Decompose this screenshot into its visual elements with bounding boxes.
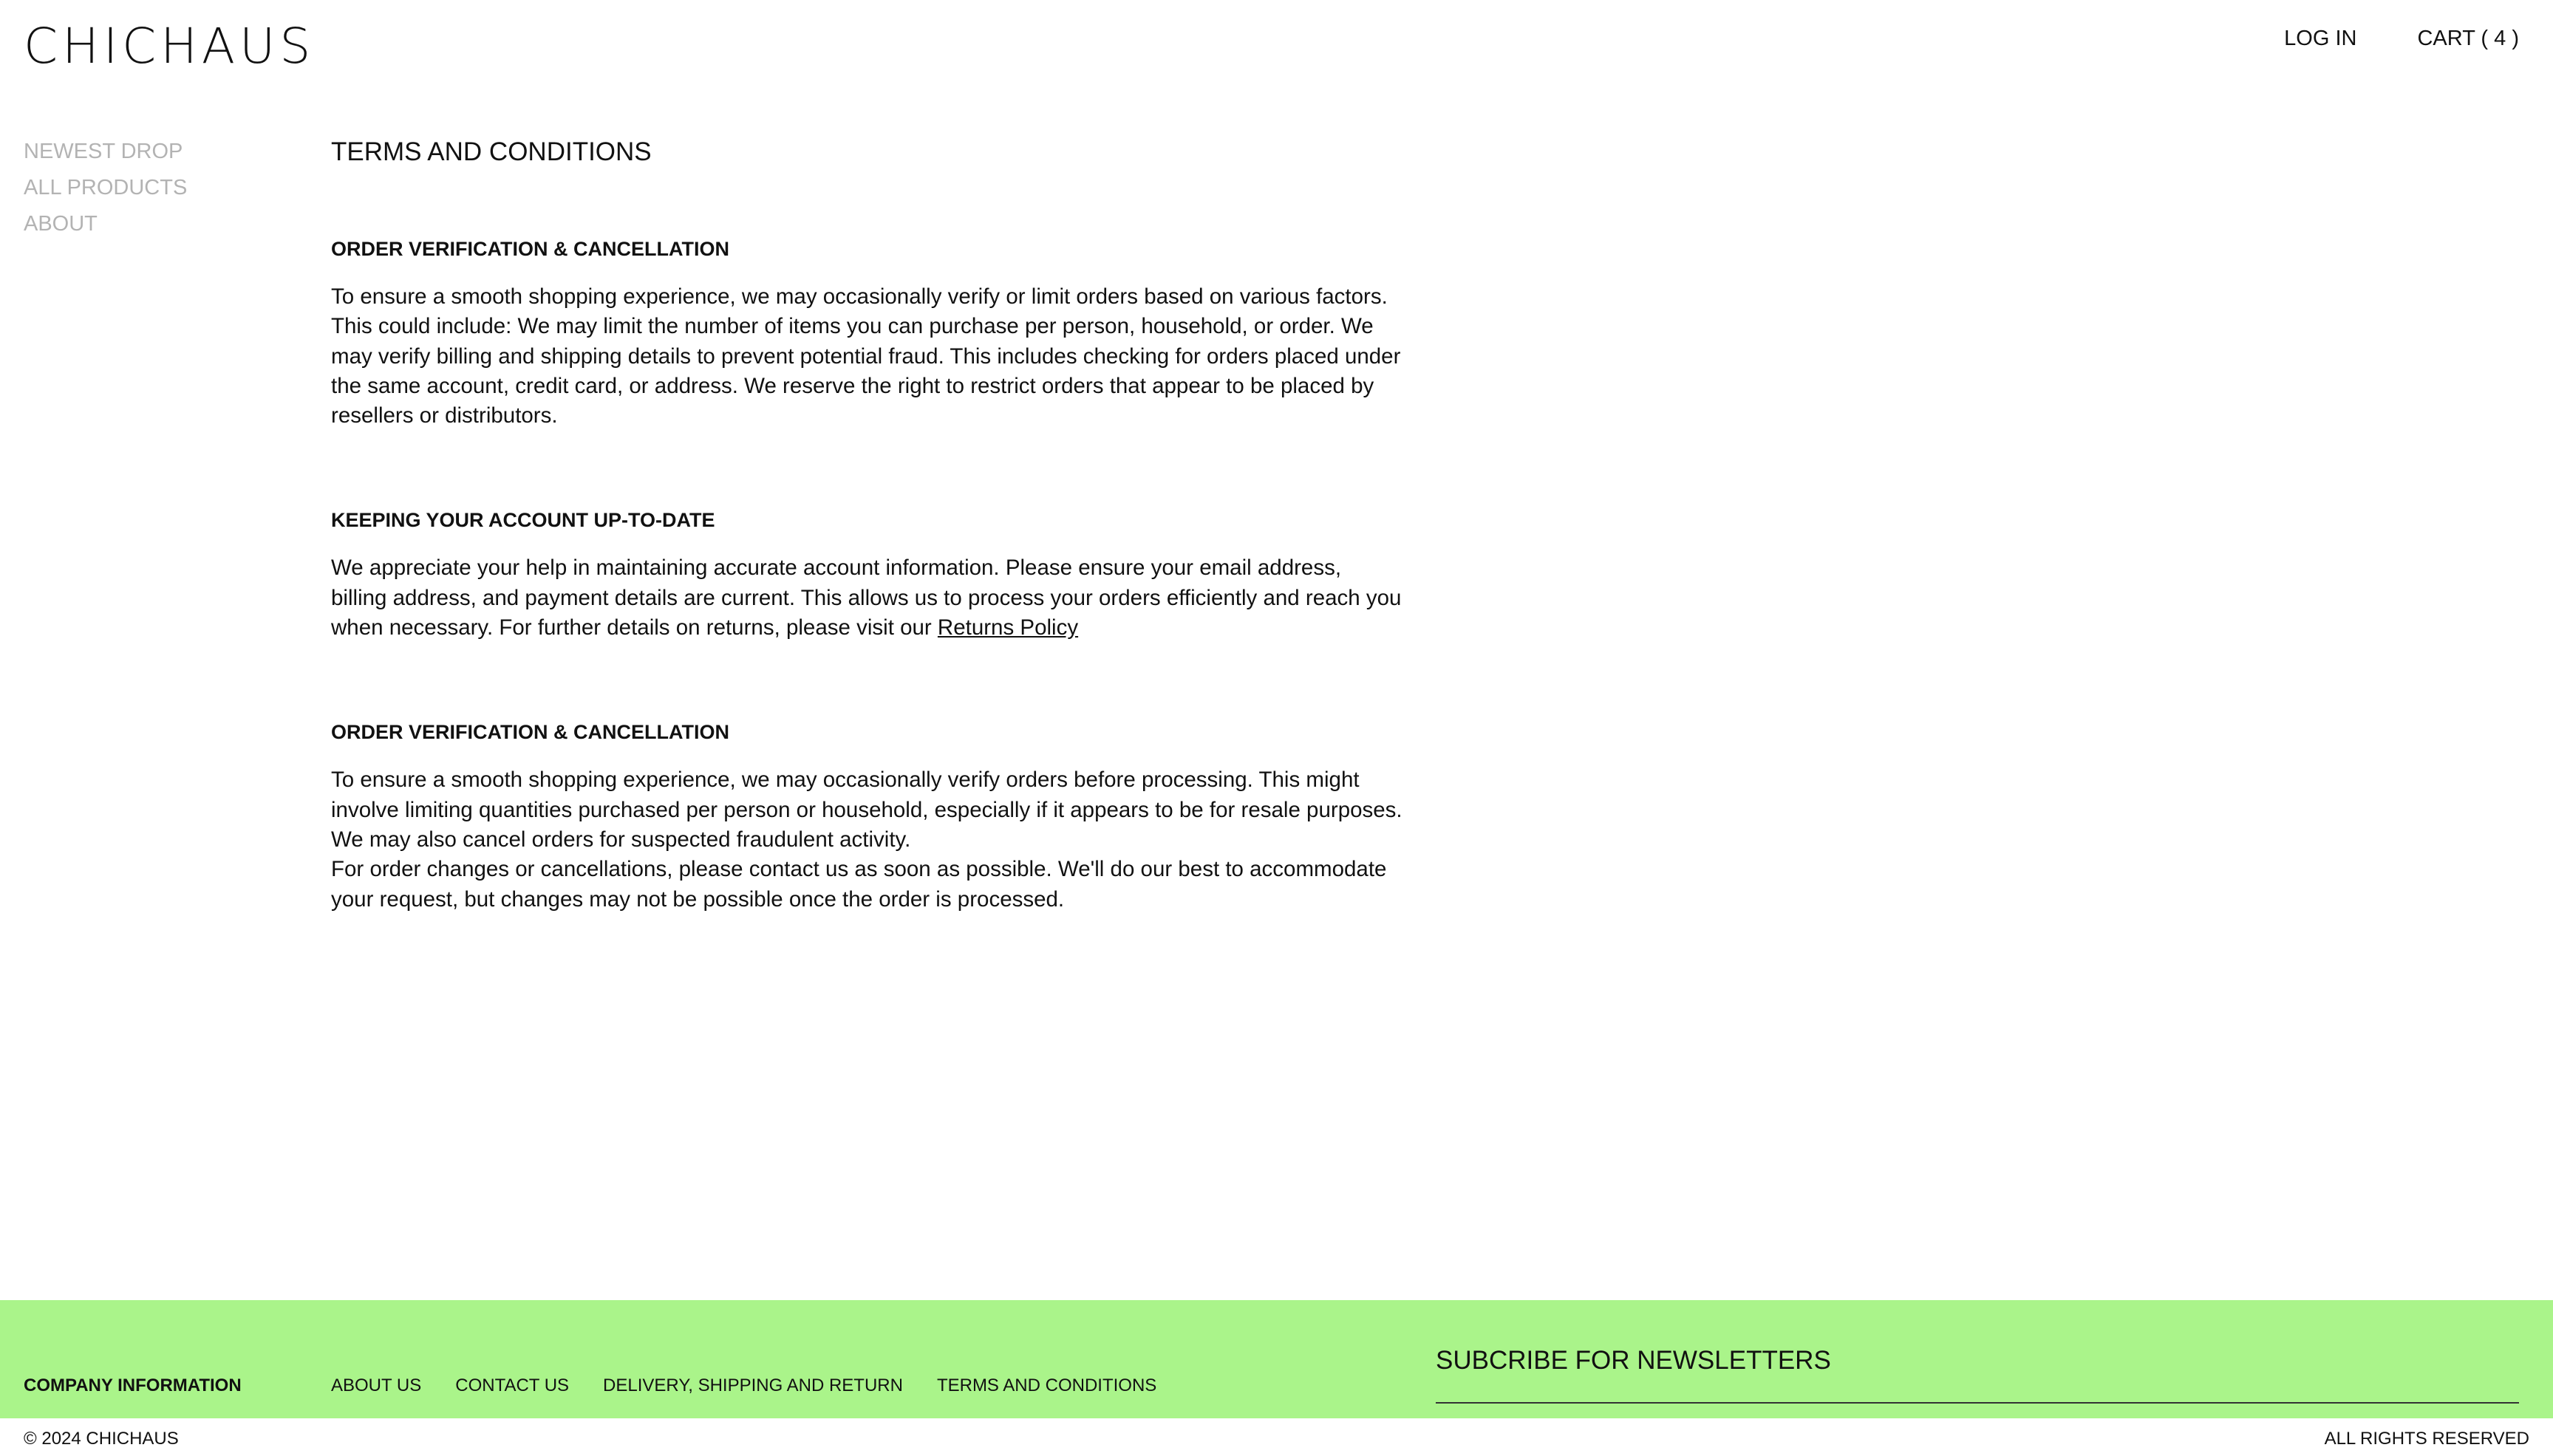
- page-title: TERMS AND CONDITIONS: [331, 137, 652, 166]
- cart-link[interactable]: CART ( 4 ): [2417, 27, 2519, 50]
- company-information-label: COMPANY INFORMATION: [24, 1375, 242, 1395]
- section-order-cancellation: [331, 720, 1402, 914]
- section-body-text: We appreciate your help in maintaining accurate account information. Please ensure your email address, billing address, and payment details are current. This allows us to process your orders efficiently and reach you when necessary. For further details on returns, please visit our: [331, 556, 1402, 640]
- footer: [0, 1300, 2553, 1418]
- bottom-bar: [0, 1418, 2553, 1456]
- copyright-text: © 2024 CHICHAUS: [24, 1429, 179, 1449]
- section-order-verification: [331, 236, 1402, 431]
- sidebar-item-all-products[interactable]: ALL PRODUCTS: [24, 176, 188, 199]
- sidebar-item-newest-drop[interactable]: NEWEST DROP: [24, 140, 183, 163]
- login-link[interactable]: LOG IN: [2284, 27, 2357, 50]
- main-content: [331, 136, 1402, 991]
- footer-links: [331, 1375, 1156, 1396]
- rights-text: ALL RIGHTS RESERVED: [2324, 1429, 2529, 1449]
- section-body: To ensure a smooth shopping experience, we may occasionally verify or limit orders based on various factors. This could include: We may limit the number of items you can purchase per person, household, or order. We may verify billing and shipping details to prevent potential fraud. This includes checking for orders placed under the same account, credit card, or address. We reserve the right to restrict orders that appear to be placed by resellers or distributors.: [331, 284, 1401, 428]
- newsletter-title: SUBCRIBE FOR NEWSLETTERS: [1436, 1346, 1831, 1375]
- section-body: To ensure a smooth shopping experience, we may occasionally verify orders before processing. This might involve limiting quantities purchased per person or household, especially if it appears to be for resale purposes. We may also cancel orders for suspected fraudulent activity.: [331, 768, 1402, 852]
- section-body: [331, 553, 1402, 643]
- section-heading: ORDER VERIFICATION & CANCELLATION: [331, 721, 729, 744]
- section-heading: KEEPING YOUR ACCOUNT UP-TO-DATE: [331, 509, 715, 532]
- sidebar-item-about[interactable]: ABOUT: [24, 212, 98, 236]
- footer-link-delivery[interactable]: DELIVERY, SHIPPING AND RETURN: [603, 1375, 903, 1395]
- newsletter-email-input[interactable]: [1436, 1377, 2519, 1404]
- section-body-2: For order changes or cancellations, please contact us as soon as possible. We'll do our best to accommodate your request, but changes may not be possible once the order is processed.: [331, 857, 1387, 912]
- top-nav: [2284, 27, 2519, 51]
- footer-link-about-us[interactable]: ABOUT US: [331, 1375, 422, 1395]
- section-heading: ORDER VERIFICATION & CANCELLATION: [331, 238, 729, 260]
- footer-link-contact-us[interactable]: CONTACT US: [455, 1375, 570, 1395]
- footer-link-terms[interactable]: TERMS AND CONDITIONS: [936, 1375, 1157, 1395]
- returns-policy-link[interactable]: Returns Policy: [937, 615, 1079, 640]
- logo[interactable]: CHICHAUS: [24, 18, 316, 75]
- section-account: [331, 507, 1402, 643]
- sidebar-nav: [24, 139, 187, 237]
